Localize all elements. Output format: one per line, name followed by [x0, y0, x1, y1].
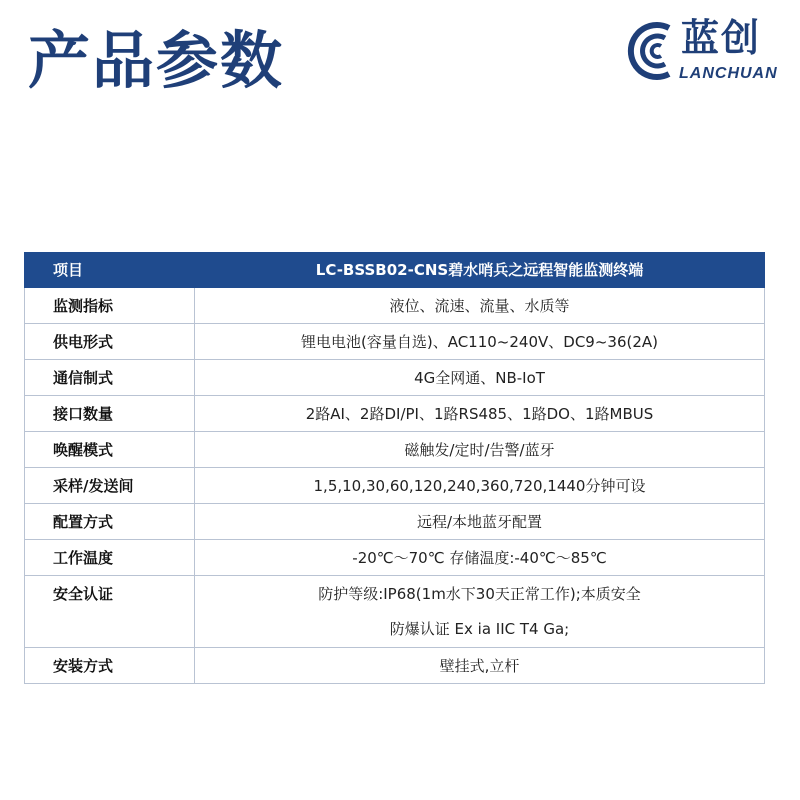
header-label: 项目	[25, 253, 195, 288]
row-value: 锂电电池(容量自选)、AC110~240V、DC9~36(2A)	[195, 324, 765, 360]
brand-name-en: LANCHUAN	[679, 65, 778, 82]
row-label	[25, 612, 195, 648]
table-row	[25, 540, 765, 576]
row-label: 唤醒模式	[25, 432, 195, 468]
brand-name-cn: 蓝创	[681, 16, 762, 60]
row-value: 4G全网通、NB-IoT	[195, 360, 765, 396]
table-row	[25, 288, 765, 324]
row-label: 安装方式	[25, 648, 195, 684]
table-row	[25, 324, 765, 360]
signal-arc-logo-icon	[623, 22, 675, 80]
header-model: LC-BSSB02-CNS碧水哨兵之远程智能监测终端	[195, 253, 765, 288]
row-value: 磁触发/定时/告警/蓝牙	[195, 432, 765, 468]
row-value: 2路AI、2路DI/PI、1路RS485、1路DO、1路MBUS	[195, 396, 765, 432]
row-value: -20℃～70℃ 存储温度:-40℃～85℃	[195, 540, 765, 576]
row-label: 安全认证	[25, 576, 195, 612]
row-value: 1,5,10,30,60,120,240,360,720,1440分钟可设	[195, 468, 765, 504]
table-row	[25, 432, 765, 468]
row-value: 壁挂式,立杆	[195, 648, 765, 684]
table-row	[25, 612, 765, 648]
row-label: 采样/发送间	[25, 468, 195, 504]
row-label: 配置方式	[25, 504, 195, 540]
row-label: 接口数量	[25, 396, 195, 432]
table-row	[25, 648, 765, 684]
row-value: 远程/本地蓝牙配置	[195, 504, 765, 540]
row-label: 通信制式	[25, 360, 195, 396]
row-value: 防护等级:IP68(1m水下30天正常工作);本质安全	[195, 576, 765, 612]
spec-table	[24, 252, 765, 684]
table-row	[25, 576, 765, 612]
row-label: 供电形式	[25, 324, 195, 360]
page-title: 产品参数	[28, 24, 285, 97]
row-label: 工作温度	[25, 540, 195, 576]
table-header-row	[25, 253, 765, 288]
table-row	[25, 360, 765, 396]
row-value: 液位、流速、流量、水质等	[195, 288, 765, 324]
table-row	[25, 396, 765, 432]
brand-logo	[623, 18, 783, 88]
row-label: 监测指标	[25, 288, 195, 324]
table-row	[25, 504, 765, 540]
table-row	[25, 468, 765, 504]
row-value: 防爆认证 Ex ia IIC T4 Ga;	[195, 612, 765, 648]
